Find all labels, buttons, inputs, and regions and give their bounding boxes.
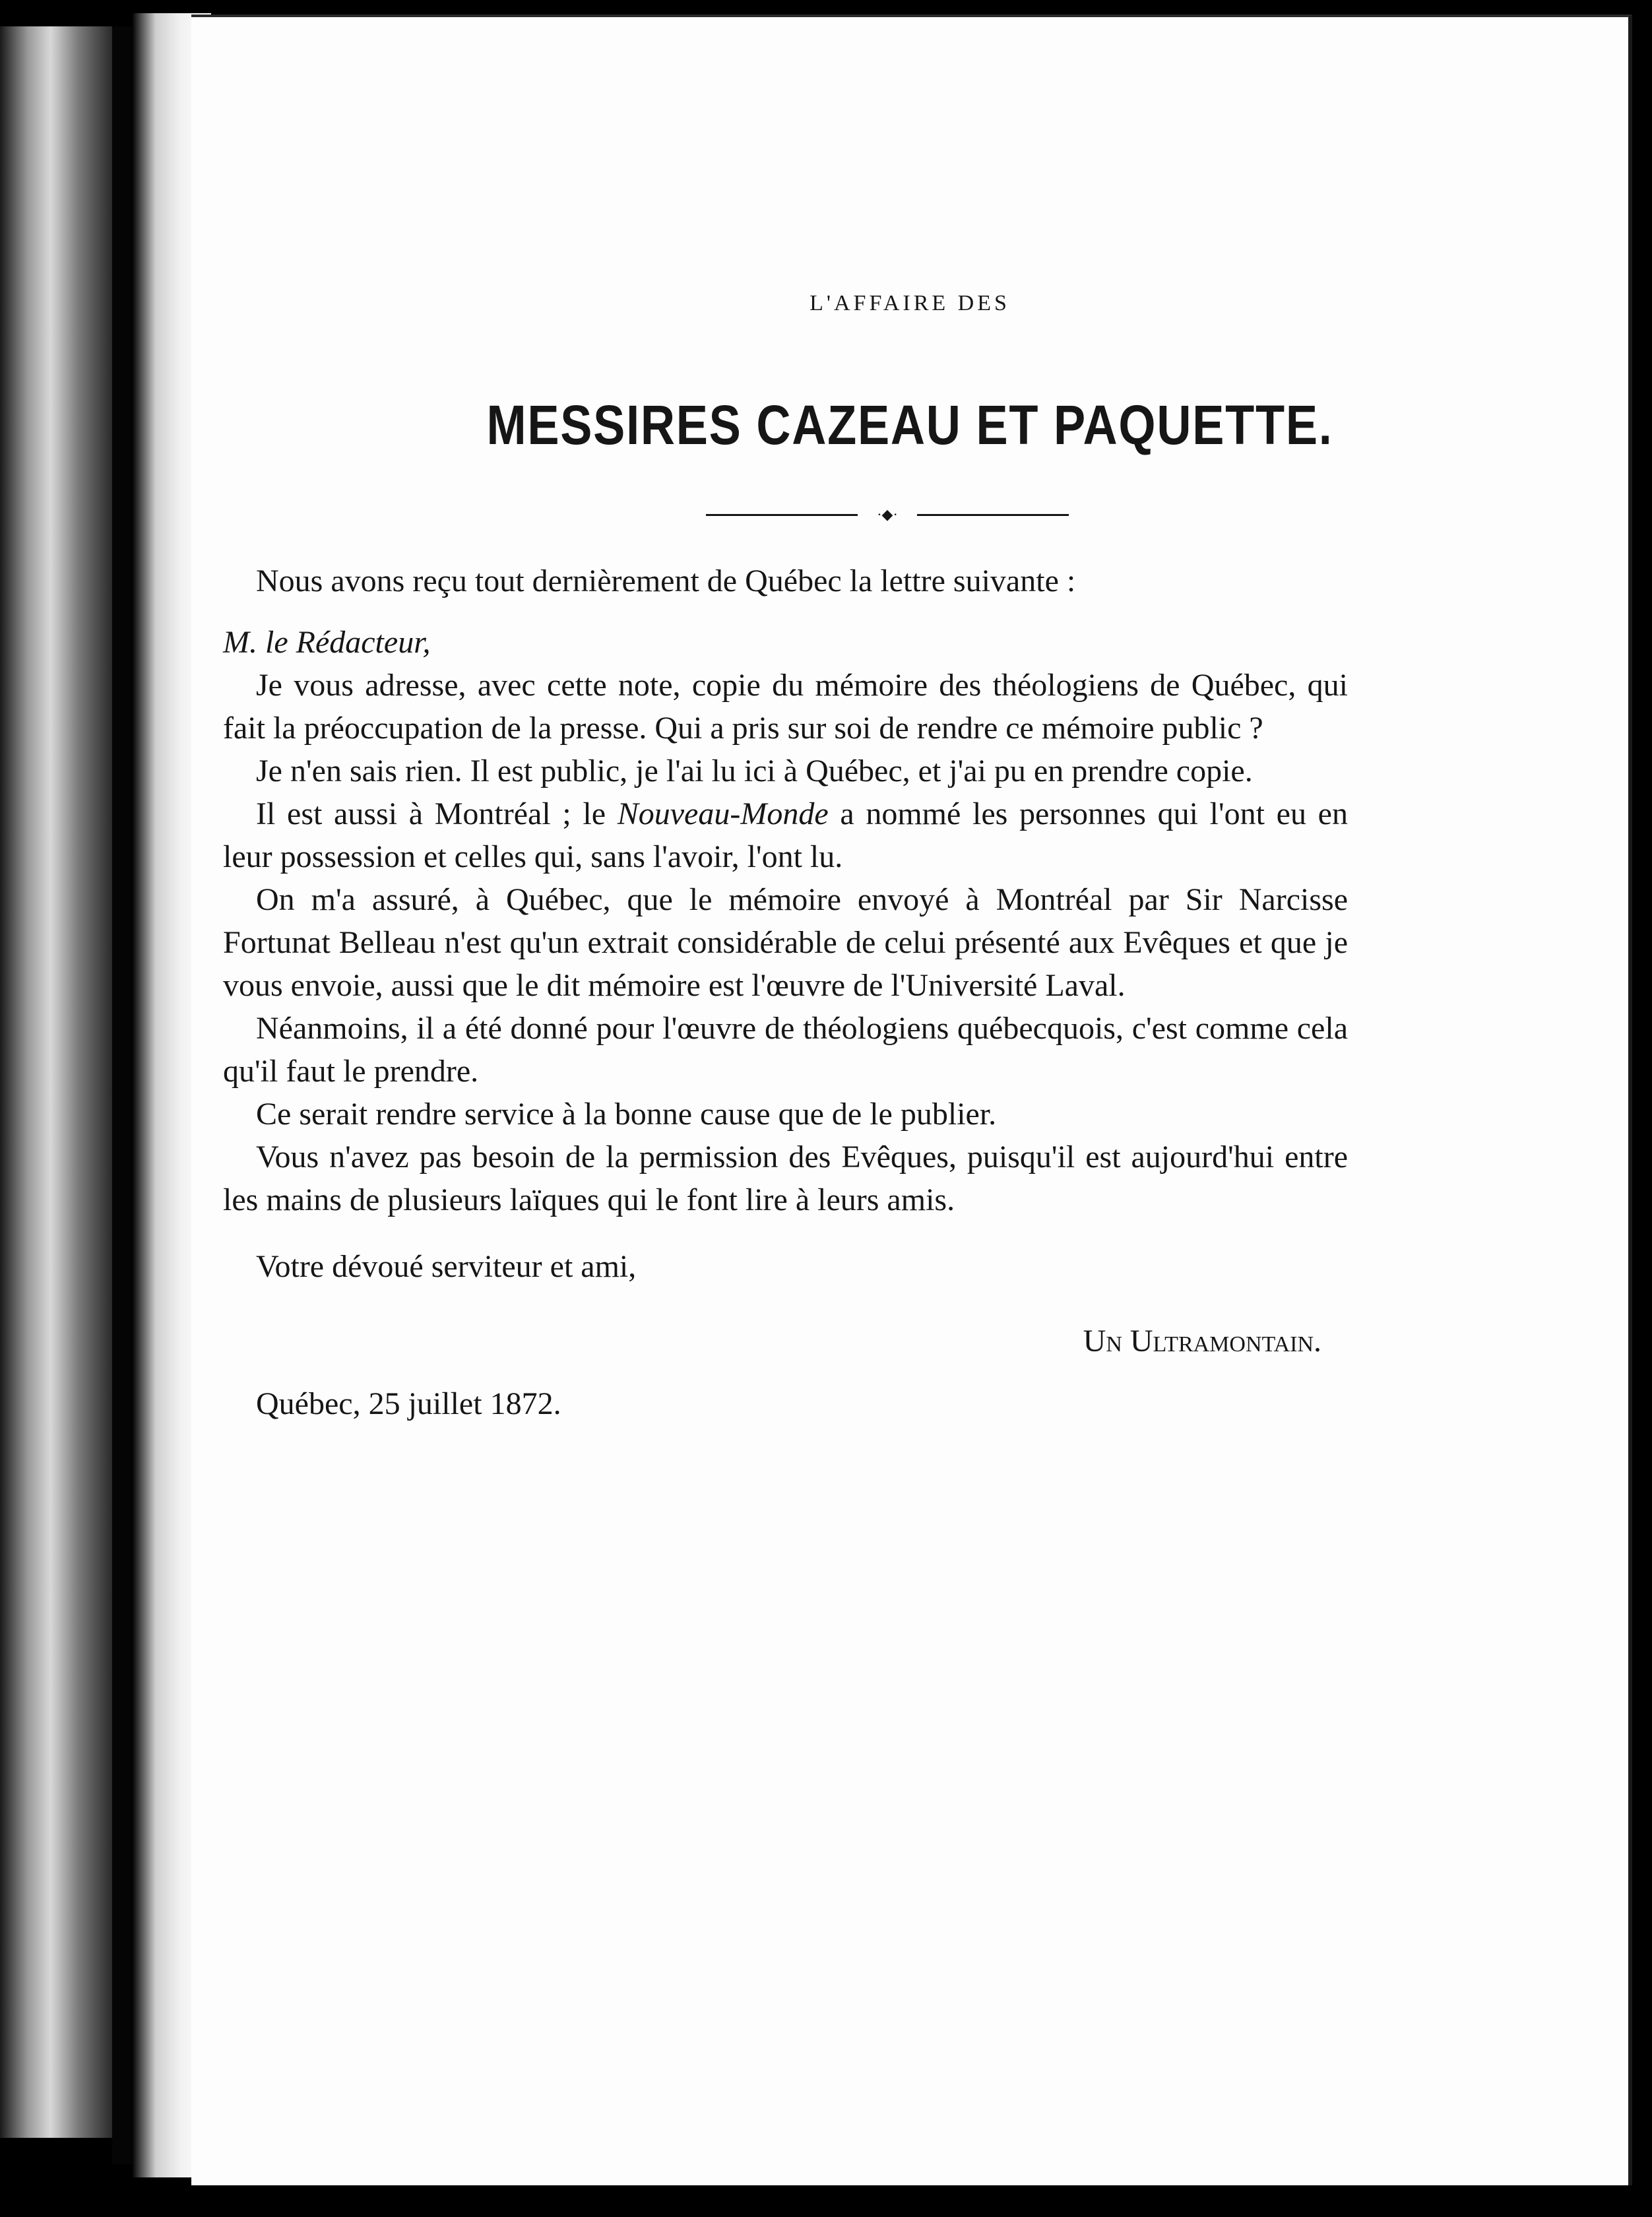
paragraph-7: Vous n'avez pas besoin de la permission des Evêques, puisqu'il est aujourd'hui entre les mains de plusieurs laïques qui le font lire à leurs amis. <box>223 1140 1348 1217</box>
newspaper-name: Nouveau-Monde <box>617 796 829 831</box>
dateline: Québec, 25 juillet 1872. <box>256 1386 561 1421</box>
paragraph-4: On m'a assuré, à Québec, que le mémoire envoyé à Montréal par Sir Narcisse Fortunat Belleau n'est qu'un extrait considérable de celui présenté aux Evêques et que je vous envoie, aussi que le dit mémoire est l'œuvre de l'Université Laval. <box>223 882 1348 1003</box>
signature: Un Ultramontain. <box>1083 1324 1321 1359</box>
letter-body <box>223 560 1348 1425</box>
paragraph-6: Ce serait rendre service à la bonne cause que de le publier. <box>256 1097 997 1132</box>
scanned-page <box>191 15 1632 2188</box>
intro-paragraph: Nous avons reçu tout dernièrement de Québec la lettre suivante : <box>256 563 1076 598</box>
rule-right <box>917 514 1069 516</box>
salutation: M. le Rédacteur, <box>223 625 431 660</box>
book-spine <box>0 26 112 2138</box>
page-shadow-bottom <box>191 2185 1652 2217</box>
paragraph-2: Je n'en sais rien. Il est public, je l'ai lu ici à Québec, et j'ai pu en prendre copie. <box>256 754 1253 788</box>
paragraph-1: Je vous adresse, avec cette note, copie du mémoire des théologiens de Québec, qui fait la préoccupation de la presse. Qui a pris sur soi de rendre ce mémoire public ? <box>223 668 1348 746</box>
ornamental-rule <box>706 507 1069 523</box>
closing-line: Votre dévoué serviteur et ami, <box>256 1249 637 1284</box>
kicker-heading: L'AFFAIRE DES <box>810 291 1010 315</box>
paragraph-montreal <box>223 792 1348 878</box>
page-shadow-right <box>1632 26 1652 2204</box>
rule-left <box>706 514 858 516</box>
page-title: MESSIRES CAZEAU ET PAQUETTE. <box>486 394 1333 456</box>
paragraph-montreal-after: a nommé les personnes qui l'ont eu en leur possession et celles qui, sans l'avoir, l'ont lu. <box>223 796 1348 874</box>
paragraph-5: Néanmoins, il a été donné pour l'œuvre de théologiens québecquois, c'est comme cela qu'il faut le prendre. <box>223 1011 1348 1089</box>
ornament-glyph: ·◆· <box>877 506 898 523</box>
paragraph-montreal-before: Il est aussi à Montréal ; le <box>256 796 618 831</box>
